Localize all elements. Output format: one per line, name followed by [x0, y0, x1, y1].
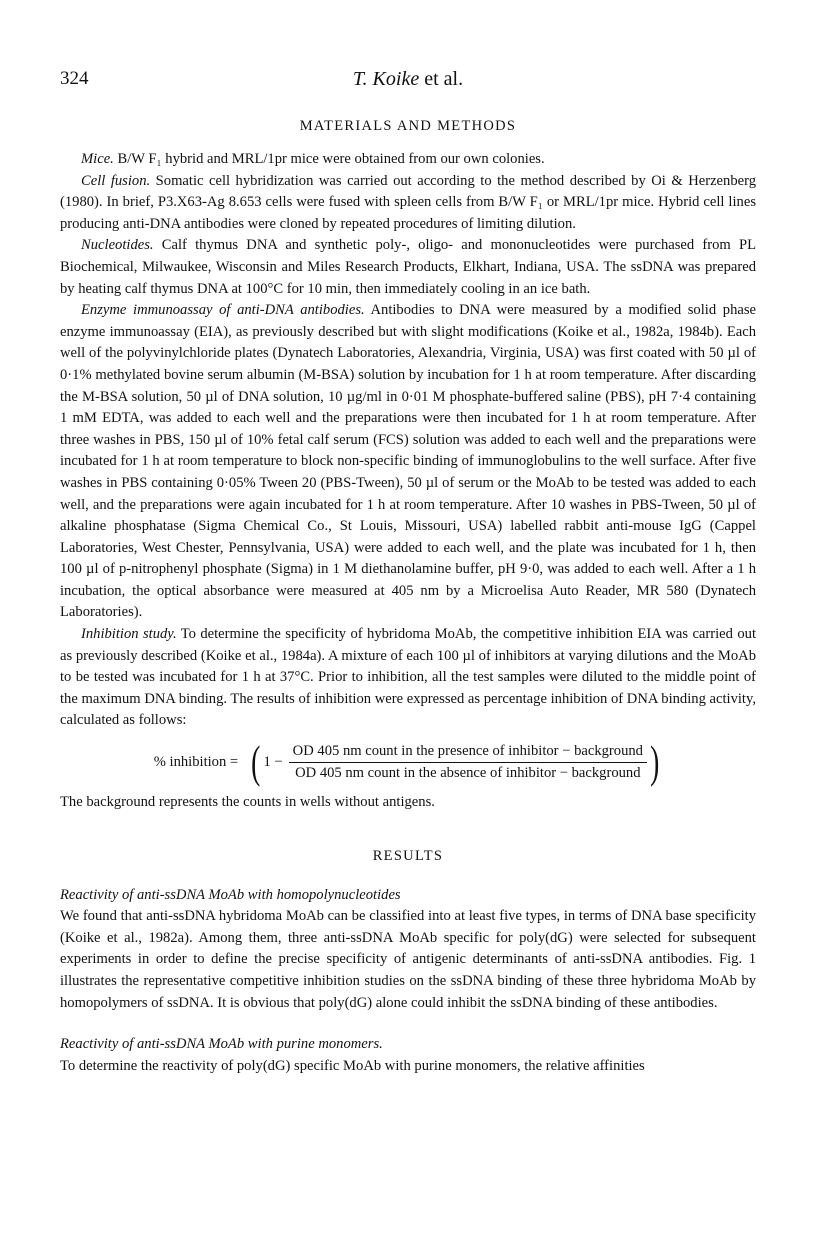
inhibition-lead: Inhibition study.	[81, 626, 177, 643]
inhibition-paragraph	[60, 624, 756, 732]
inhibition-body: To determine the specificity of hybridoma MoAb, the competitive inhibition EIA was carried out as previously described (Koike et al., 1984a). A mixture of each 100 µl of inhibitors at varying dilutions and the MoAb to be tested was incubated for 1 h at 37°C. Prior to inhibition, all the test samples were diluted to the middle point of the maximum DNA binding. The results of inhibition were expressed as percentage inhibition of DNA binding activity, calculated as follows:	[60, 626, 756, 729]
mice-body: B/W F₁ hybrid and MRL/1pr mice were obtained from our own colonies.	[113, 151, 545, 167]
formula-close-paren: )	[650, 736, 660, 788]
background-note: The background represents the counts in wells without antigens.	[60, 794, 435, 811]
mice-lead: Mice.	[81, 151, 114, 167]
nucleotides-paragraph	[60, 235, 756, 300]
nucleotides-lead: Nucleotides.	[81, 237, 154, 254]
formula-fraction	[289, 743, 647, 782]
eia-lead: Enzyme immunoassay of anti-DNA antibodies.	[81, 302, 365, 319]
results-paragraph-homopolynucleotides: We found that anti-ssDNA hybridoma MoAb can be classified into at least five types, in terms of DNA base specificity (Koike et al., 1982a). Among them, three anti-ssDNA MoAb specific for poly(dG) were selected for subsequent experiments in order to define the precise specificity of antigenic determinants of anti-ssDNA antibodies. Fig. 1 illustrates the representative competitive inhibition studies on the ssDNA binding of these three hybridoma MoAb by homopolymers of ssDNA. It is obvious that poly(dG) alone could inhibit the ssDNA binding of these antibodies.	[60, 908, 756, 1011]
cell-fusion-paragraph	[60, 171, 756, 236]
eia-body: Antibodies to DNA were measured by a modified solid phase enzyme immunoassay (EIA), as previously described but with slight modifications (Koike et al., 1982a, 1984b). Each well of the polyvinylchloride plates (Dynatech Laboratories, Alexandria, Virginia, USA) was first coated with 50 µl of 0·1% methylated bovine serum albumin (M-BSA) solution by incubation for 1 h at room temperature. After discarding the M-BSA solution, 50 µl of DNA solution, 10 µg/ml in 0·01 M phosphate-buffered saline (PBS), pH 7·4 containing 1 mM EDTA, was added to each well and the preparations were then incubated for 1 h at room temperature. After three washes in PBS, 150 µl of 10% fetal calf serum (FCS) solution was added to each well and the preparations were incubated for 1 h at room temperature to block non-specific binding of immunoglobulins to the well surface. After five washes in PBS containing 0·05% Tween 20 (PBS-Tween), 50 µl of serum or the MoAb to be tested was added to each well, and the preparations were again incubated for 1 h at room temperature. After 10 washes in PBS-Tween, 50 µl of alkaline phosphatase (Sigma Chemical Co., St Louis, Missouri, USA) labelled rabbit anti-mouse IgG (Cappel Laboratories, West Chester, Pennsylvania, USA) were added to each well, and the plate was incubated for 1 h, then 100 µl of p-nitrophenyl phosphate (Sigma) in 1 M diethanolamine buffer, pH 9·0, was added to each well. After a 1 h incubation, the optical absorbance were measured at 405 nm by a Microelisa Auto Reader, MR 580 (Dynatech Laboratories).	[60, 302, 756, 621]
running-header	[60, 68, 756, 98]
results-subheading-purine-monomers: Reactivity of anti-ssDNA MoAb with purine monomers.	[60, 1036, 383, 1053]
inhibition-formula	[60, 736, 756, 788]
formula-one-minus: 1 −	[263, 753, 283, 770]
results-paragraph-purine-monomers: To determine the reactivity of poly(dG) specific MoAb with purine monomers, the relative affinities	[60, 1057, 645, 1074]
results-heading: RESULTS	[372, 847, 444, 864]
mice-paragraph	[60, 149, 756, 171]
running-title	[60, 68, 756, 91]
formula-lhs: % inhibition =	[153, 753, 239, 770]
nucleotides-body: Calf thymus DNA and synthetic poly-, oligo- and mononucleotides were purchased from PL Biochemical, Milwaukee, Wisconsin and Miles Research Products, Elkhart, Indiana, USA. The ssDNA was prepared by heating calf thymus DNA at 100°C for 10 min, then immediately cooling in an ice bath.	[60, 237, 756, 297]
author-name: T. Koike	[352, 68, 420, 90]
formula-numerator: OD 405 nm count in the presence of inhibitor − background	[289, 743, 647, 763]
cell-fusion-lead: Cell fusion.	[81, 172, 151, 189]
formula-denominator: OD 405 nm count in the absence of inhibitor − background	[295, 764, 641, 781]
page-number: 324	[60, 68, 89, 89]
results-subheading-homopolynucleotides: Reactivity of anti-ssDNA MoAb with homopolynucleotides	[60, 886, 401, 903]
journal-page	[60, 68, 756, 1077]
cell-fusion-body: Somatic cell hybridization was carried out according to the method described by Oi & Herzenberg (1980). In brief, P3.X63-Ag 8.653 cells were fused with spleen cells from B/W F₁ or MRL/1pr mice. Hybrid cell lines producing anti-DNA antibodies were cloned by repeated procedures of limiting dilution.	[60, 172, 756, 232]
author-etal: et al.	[419, 68, 464, 90]
methods-heading: MATERIALS AND METHODS	[299, 118, 517, 134]
formula-open-paren: (	[251, 736, 261, 788]
eia-paragraph	[60, 300, 756, 624]
